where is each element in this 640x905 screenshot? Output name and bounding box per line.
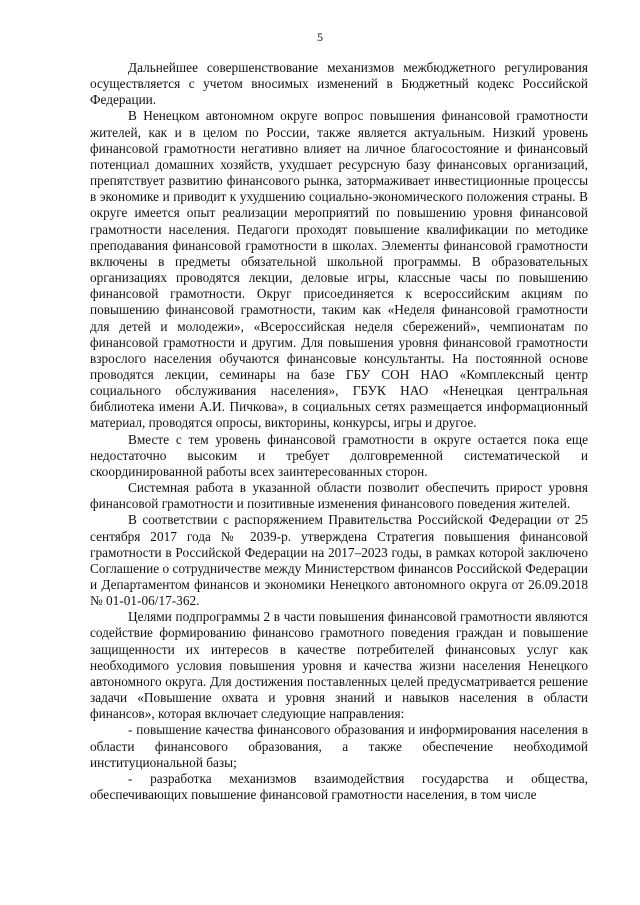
paragraph-government-strategy: В соответствии с распоряжением Правительства Российской Федерации от 25 сентября 2017 года № 2039-р. утверждена Стратегия повышения финансовой грамотности в Российской Федерации на 2017–2023 годы, в рамках которой заключено Соглашение о сотрудничестве между Министерством финансов Российской Федерации и Департаментом финансов и экономики Ненецкого автономного округа от 26.09.2018 № 01-01-06/17-362. — [90, 512, 588, 609]
paragraph-systematic-work: Системная работа в указанной области позволит обеспечить прирост уровня финансовой грамотности и позитивные изменения финансового поведения жителей. — [90, 480, 588, 512]
paragraph-subprogram-goals: Целями подпрограммы 2 в части повышения финансовой грамотности являются содействие формированию финансово грамотного поведения граждан и повышение защищенности их интересов в качестве потребителей финансовых услуг как необходимого условия повышения уровня и качества жизни населения Ненецкого автономного округа. Для достижения поставленных целей предусматривается решение задачи «Повышение охвата и уровня знаний и навыков населения в области финансов», которая включает следующие направления: — [90, 609, 588, 722]
paragraph-insufficient-level: Вместе с тем уровень финансовой грамотности в округе остается пока еще недостаточно высоким и требует долговременной систематической и скоординированной работы всех заинтересованных сторон. — [90, 431, 588, 479]
document-body — [90, 60, 588, 803]
paragraph-financial-literacy-nao: В Ненецком автономном округе вопрос повышения финансовой грамотности жителей, как и в целом по России, также является актуальным. Низкий уровень финансовой грамотности негативно влияет на личное благосостояние и финансовый потенциал домашних хозяйств, ухудшает ресурсную базу финансовых организаций, препятствует развитию финансового рынка, затормаживает инвестиционные процессы в экономике и приводит к ухудшению социально-экономического положения страны. В округе имеется опыт реализации мероприятий по повышению уровня финансовой грамотности населения. Педагоги проходят повышение квалификации по методике преподавания финансовой грамотности в школах. Элементы финансовой грамотности включены в предметы обязательной школьной программы. В образовательных организациях проводятся лекции, деловые игры, классные часы по повышению финансовой грамотности. Округ присоединяется к всероссийским акциям по повышению финансовой грамотности, таким как «Неделя финансовой грамотности для детей и молодежи», «Всероссийская неделя сбережений», чемпионатам по финансовой грамотности и другим. Для повышения уровня финансовой грамотности взрослого населения обучаются финансовые консультанты. На постоянной основе проводятся лекции, семинары на базе ГБУ СОН НАО «Комплексный центр социального обслуживания населения», ГБУК НАО «Ненецкая центральная библиотека имени А.И. Пичкова», в социальных сетях размещается информационный материал, проводятся опросы, викторины, конкурсы, игры и другое. — [90, 108, 588, 431]
list-item-education-quality: - повышение качества финансового образования и информирования населения в области финансового образования, а также обеспечение необходимой институциональной базы; — [90, 722, 588, 770]
list-item-cooperation-mechanisms: - разработка механизмов взаимодействия государства и общества, обеспечивающих повышение финансовой грамотности населения, в том числе — [90, 770, 588, 803]
paragraph-budget-regulation: Дальнейшее совершенствование механизмов межбюджетного регулирования осуществляется с учетом вносимых изменений в Бюджетный кодекс Российской Федерации. — [90, 60, 588, 108]
page-number: 5 — [317, 30, 323, 44]
